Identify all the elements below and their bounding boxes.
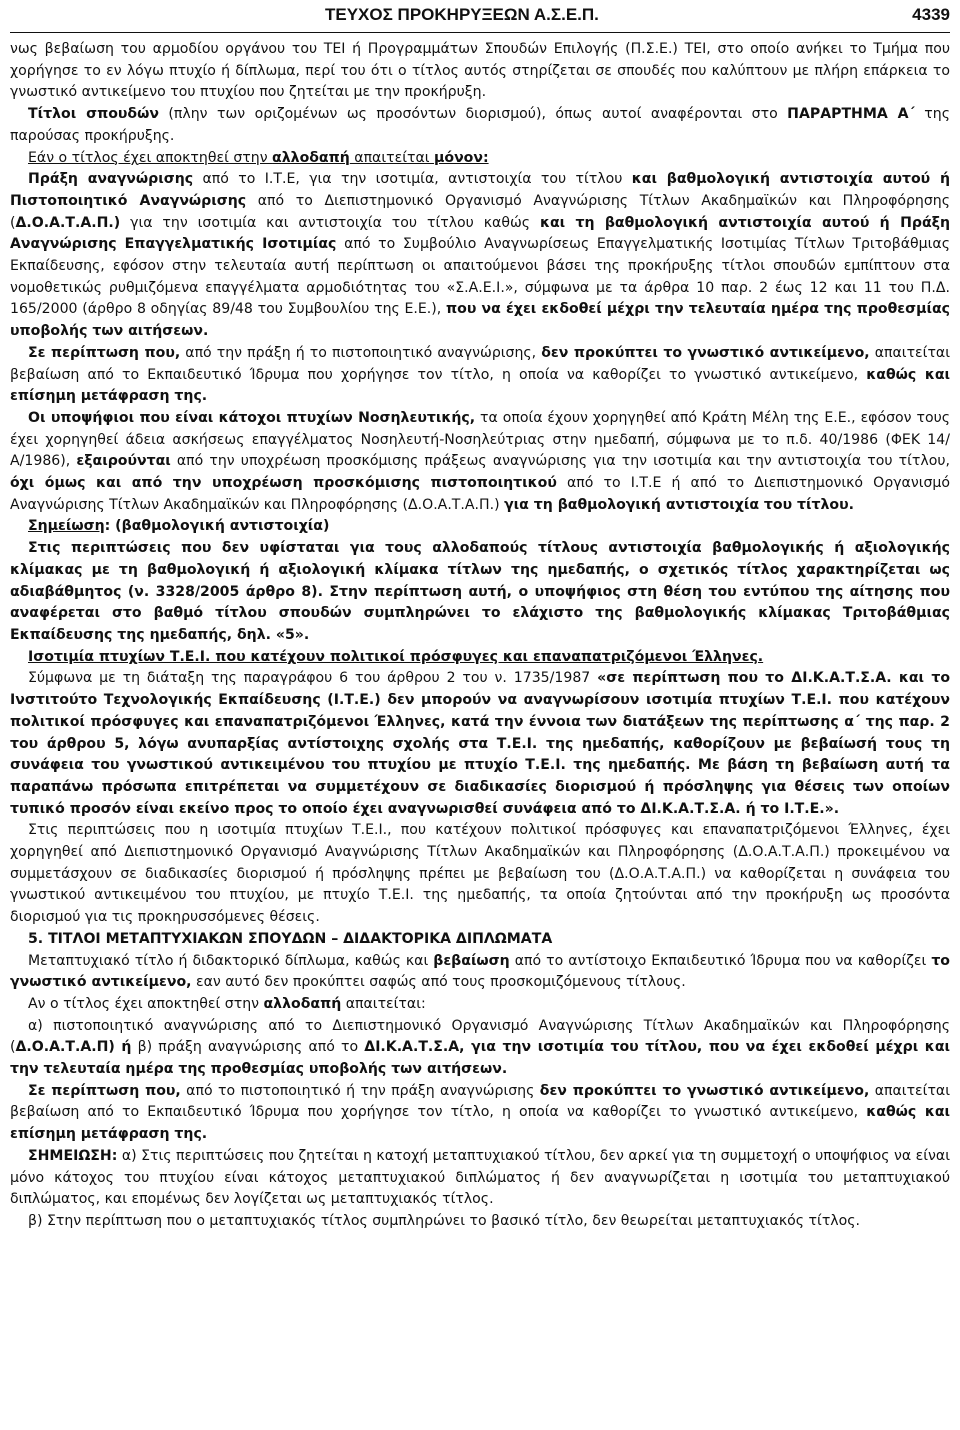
text-run: Σύμφωνα με τη διάταξη της παραγράφου 6 του άρθρου 2 του ν. 1735/1987 [28, 670, 598, 687]
paragraph-4 [10, 169, 950, 343]
paragraph-12 [10, 951, 950, 994]
text-run: απαιτείται βεβαίωση από το Εκπαιδευτικό Ίδρυμα που χορήγησε τον τίτλο, η οποία να καθορίζει το γνωστικό αντικείμενο, [10, 1082, 950, 1121]
paragraph-11 [10, 820, 950, 929]
paragraph-8 [10, 538, 950, 647]
text-run: το γνωστικό αντικείμενο, [10, 952, 950, 991]
page-header [10, 0, 950, 33]
text-run: βεβαίωση [433, 952, 510, 969]
text-run: Σημείωση [28, 518, 105, 535]
text-run: εξαιρούνται [76, 453, 171, 470]
text-run: α) πιστοποιητικό αναγνώρισης από το Διεπιστημονικό Οργανισμό Αναγνώρισης Τίτλων Ακαδημαϊκών και Πληροφόρησης ( [10, 1017, 950, 1056]
text-run: β) πράξη αναγνώρισης από το [131, 1039, 365, 1056]
text-run: «σε περίπτωση που το ΔΙ.Κ.Α.Τ.Σ.Α. και το Ινστιτούτο Τεχνολογικής Εκπαίδευσης (Ι.Τ.Ε.) δεν μπορούν να αναγνωρίσουν ισοτιμία πτυχίων Τ.Ε.Ι. που κατέχουν πολιτικοί πρόσφυγες και επαναπατριζόμενοι Έλληνες, κατά την έννοια των διατάξεων της περίπτωσης α΄ της παρ. 2 του άρθρου 5, λόγω ανυπαρξίας αντίστοιχης σχολής στα Τ.Ε.Ι. της ημεδαπής, καθορίζουν με βεβαίωσή τους τη συνάφεια του γνωστικού αντικειμένου του πτυχίου με πτυχίο Τ.Ε.Ι. της ημεδαπής. Με βάση τη βεβαίωση αυτή τα παραπάνω πρόσωπα επιτρέπεται να συμμετέχουν σε διαδικασίες διορισμού ή πρόσληψης για θέσεις των οποίων τυπικό προσόν είναι εκείνο προς το οποίο έχει αναγνωρισθεί συνάφεια από το ΔΙ.Κ.Α.Τ.Σ.Α. ή το Ι.Τ.Ε.». [10, 670, 950, 817]
paragraph-6 [10, 408, 950, 517]
text-run: απαιτείται: [341, 995, 426, 1012]
text-run: νως βεβαίωση του αρμοδίου οργάνου του ΤΕΙ ή Προγραμμάτων Σπουδών Επιλογής (Π.Σ.Ε.) ΤΕΙ, στο οποίο ανήκει το Τμήμα που χορήγησε το εν λόγω πτυχίο ή δίπλωμα, περί του ότι ο τίτλος αυτός στηρίζεται σε σπουδές που καλύπτουν με πλήρη επάρκεια το γνωστικό αντικείμενο του πτυχίου που ζητείται με την προκήρυξη. [10, 41, 950, 101]
text-run: Τίτλοι σπουδών [28, 106, 159, 123]
text-run: όχι όμως και από την υποχρέωση προσκόμισης πιστοποιητικού [10, 475, 557, 492]
paragraph-17 [10, 1211, 950, 1233]
paragraph-10 [10, 668, 950, 820]
issue-title: ΤΕΥΧΟΣ ΠΡΟΚΗΡΥΞΕΩΝ Α.Σ.Ε.Π. [325, 5, 599, 24]
text-run: από το Διεπιστημονικό Οργανισμό Αναγνώρισης Τίτλων Ακαδημαϊκών και Πληροφόρησης ( [10, 192, 950, 231]
text-run: από το Συμβούλιο Αναγνωρίσεως Επαγγελματικής Ισοτιμίας Τίτλων Τριτοβάθμιας Εκπαίδευσης, εφόσον στην τελευταία αυτή περίπτωση οι απαιτούμενοι βάσει της προκήρυξης τίτλοι σπουδών εμπίπτουν στα νομοθετικώς ρυθμιζόμενα επαγγέλματα αρμοδιότητας του «Σ.Α.Ε.Ι.», σύμφωνα με τα άρθρα 10 παρ. 2 έως 12 και 11 του Π.Δ. 165/2000 (άρθρο 8 οδηγίας 89/48 του Συμβουλίου της Ε.Ε.), [10, 236, 950, 318]
text-run: εαν αυτό δεν προκύπτει σαφώς από τους προσκομιζόμενους τίτλους. [191, 974, 686, 991]
text-run: μόνον: [434, 149, 489, 166]
text-run: για την ισοτιμία και αντιστοιχία του τίτλου καθώς [120, 214, 540, 231]
text-run: Στις περιπτώσεις που δεν υφίσταται για τους αλλοδαπούς τίτλους αντιστοιχία βαθμολογικής ή αξιολογικής κλίμακας με τη βαθμολογική ή αξιολογική κλίμακα τίτλων της ημεδαπής, ο σχετικός τίτλος χαρακτηρίζεται ως αδιαβάθμητος (ν. 3328/2005 άρθρο 8). Στην περίπτωση αυτή, ο υποψήφιος στη θέση του εντύπου της αίτησης που αναφέρεται στο βαθμό τίτλου σπουδών συμπληρώνει το ελάχιστο της βαθμολογικής κλίμακας Τριτοβάθμιας Εκπαίδευσης της ημεδαπής, δηλ. «5». [10, 540, 950, 643]
text-run: και τη βαθμολογική αντιστοιχία αυτού ή Πράξη Αναγνώρισης Επαγγελματικής Ισοτιμίας [10, 214, 950, 253]
text-run: Στις περιπτώσεις που η ισοτιμία πτυχίων Τ.Ε.Ι., που κατέχουν πολιτικοί πρόσφυγες και επαναπατριζόμενοι Έλληνες, έχει χορηγηθεί από Διεπιστημονικό Οργανισμό Αναγνώρισης Τίτλων Ακαδημαϊκών και Πληροφόρησης (Δ.Ο.Α.Τ.Α.Π.) προκειμένου να συμμετάσχουν σε διαδικασίες διορισμού ή πρόσληψης πρέπει με βεβαίωση του (Δ.Ο.Α.Τ.Α.Π.) να καθορίζεται η συνάφεια του γνωστικού αντικειμένου του πτυχίου, με πτυχίο Τ.Ε.Ι. της ημεδαπής, τα οποία ζητούνται από την προκήρυξη ως προσόντα διορισμού για τις προκηρυσσόμενες θέσεις. [10, 822, 950, 926]
paragraph-16 [10, 1146, 950, 1211]
text-run: αλλοδαπή [263, 995, 342, 1012]
text-run: β) Στην περίπτωση που ο μεταπτυχιακός τίτλος συμπληρώνει το βασικό τίτλο, δεν θεωρείται μεταπτυχιακός τίτλος. [28, 1212, 861, 1229]
text-run: Δ.Ο.Α.Τ.Α.Π.) [15, 214, 121, 231]
text-run: ΣΗΜΕΙΩΣΗ: [28, 1147, 118, 1164]
document-body [10, 39, 950, 1233]
paragraph-13 [10, 994, 950, 1016]
text-run: απαιτείται βεβαίωση από το Εκπαιδευτικό Ίδρυμα που χορήγησε τον τίτλο, η οποία να καθορίζει το γνωστικό αντικείμενο, [10, 344, 950, 383]
text-run: που να έχει εκδοθεί μέχρι την τελευταία ημέρα της προθεσμίας υποβολής των αιτήσεων. [10, 301, 950, 340]
paragraph-5 [10, 343, 950, 408]
text-run: από το πιστοποιητικό ή την πράξη αναγνώρισης [180, 1082, 540, 1099]
text-run: τα οποία έχουν χορηγηθεί από Κράτη Μέλη της Ε.Ε., εφόσον τους έχει χορηγηθεί άδεια ασκήσεως επαγγέλματος Νοσηλευτή-Νοσηλεύτριας στην ημεδαπή, σύμφωνα με το π.δ. 40/1986 (ΦΕΚ 14/Α/1986), [10, 409, 950, 470]
paragraph-2 [10, 104, 950, 147]
text-run: Αν ο τίτλος έχει αποκτηθεί στην [28, 995, 264, 1012]
document-page [10, 0, 950, 1430]
text-run: απαιτείται [349, 149, 435, 166]
paragraph-15 [10, 1081, 950, 1146]
text-run: Δ.Ο.Α.Τ.Α.Π) ή [15, 1039, 132, 1056]
paragraph-1 [10, 39, 950, 104]
text-run: και βαθμολογική αντιστοιχία αυτού ή Πιστοποιητικό Αναγνώρισης [10, 171, 950, 209]
text-run: από το Ι.Τ.Ε, για την ισοτιμία, αντιστοιχία του τίτλου [193, 171, 632, 188]
text-run: Οι υποψήφιοι που είναι κάτοχοι πτυχίων Νοσηλευτικής, [28, 409, 476, 426]
text-run: Μεταπτυχιακό τίτλο ή διδακτορικό δίπλωμα, καθώς και [28, 952, 434, 969]
text-run: από το αντίστοιχο Εκπαιδευτικό Ίδρυμα που να καθορίζει [509, 952, 932, 969]
text-run: Ισοτιμία πτυχίων Τ.Ε.Ι. που κατέχουν πολιτικοί πρόσφυγες και επαναπατριζόμενοι Έλληνες. [28, 648, 764, 665]
text-run: από την υποχρέωση προσκόμισης πράξεως αναγνώρισης για την ισοτιμία και την αντιστοιχία του τίτλου, [170, 453, 950, 470]
text-run: από το Ι.Τ.Ε ή από το Διεπιστημονικό Οργανισμό Αναγνώρισης Τίτλων Ακαδημαϊκών και Πληροφόρησης (Δ.Ο.Α.Τ.Α.Π.) [10, 475, 950, 513]
text-run: Σε περίπτωση που, [28, 1082, 181, 1099]
text-run: 5. ΤΙΤΛΟΙ ΜΕΤΑΠΤΥΧΙΑΚΩΝ ΣΠΟΥΔΩΝ – ΔΙΔΑΚΤΟΡΙΚΑ ΔΙΠΛΩΜΑΤΑ [28, 930, 553, 947]
text-run: : (βαθμολογική αντιστοιχία) [104, 518, 330, 535]
text-run: α) Στις περιπτώσεις που ζητείται η κατοχή μεταπτυχιακού τίτλου, δεν αρκεί για τη συμμετοχή ο υποψήφιος να είναι μόνο κάτοχος του πτυχίου είναι κάτοχος μεταπτυχιακού διπλώματος ή δεν αναγνωρίζεται η ισοτιμία του μεταπτυχιακού διπλώματος, και επομένως δεν λογίζεται ως μεταπτυχιακός τίτλος. [10, 1147, 950, 1208]
paragraph-3 [10, 148, 950, 170]
text-run: ΔΙ.Κ.Α.Τ.Σ.Α, για την ισοτιμία του τίτλου, που να έχει εκδοθεί μέχρι και την τελευταία ημέρα της προθεσμίας υποβολής των αιτήσεων. [10, 1039, 950, 1078]
text-run: δεν προκύπτει το γνωστικό αντικείμενο, [541, 344, 870, 361]
text-run: αλλοδαπή [272, 149, 350, 166]
text-run: δεν προκύπτει το γνωστικό αντικείμενο, [539, 1082, 870, 1099]
text-run: για τη βαθμολογική αντιστοιχία του τίτλου. [504, 496, 854, 513]
paragraph-7 [10, 516, 950, 538]
text-run: Πράξη αναγνώρισης [28, 171, 194, 188]
text-run: Σε περίπτωση που, [28, 344, 181, 361]
text-run: (πλην των οριζομένων ως προσόντων διορισμού), όπως αυτοί αναφέρονται στο [158, 106, 788, 123]
section-heading [10, 929, 950, 951]
text-run: Εάν ο τίτλος έχει αποκτηθεί στην [28, 149, 273, 166]
text-run: καθώς και επίσημη μετάφραση της. [10, 366, 950, 405]
paragraph-14 [10, 1016, 950, 1081]
paragraph-9 [10, 647, 950, 669]
text-run: από την πράξη ή το πιστοποιητικό αναγνώρισης, [180, 344, 542, 361]
page-number: 4339 [912, 5, 950, 24]
text-run: καθώς και επίσημη μετάφραση της. [10, 1104, 950, 1143]
text-run: της παρούσας προκήρυξης. [10, 106, 950, 144]
text-run: ΠΑΡΑΡΤΗΜΑ Α΄ [787, 106, 915, 123]
